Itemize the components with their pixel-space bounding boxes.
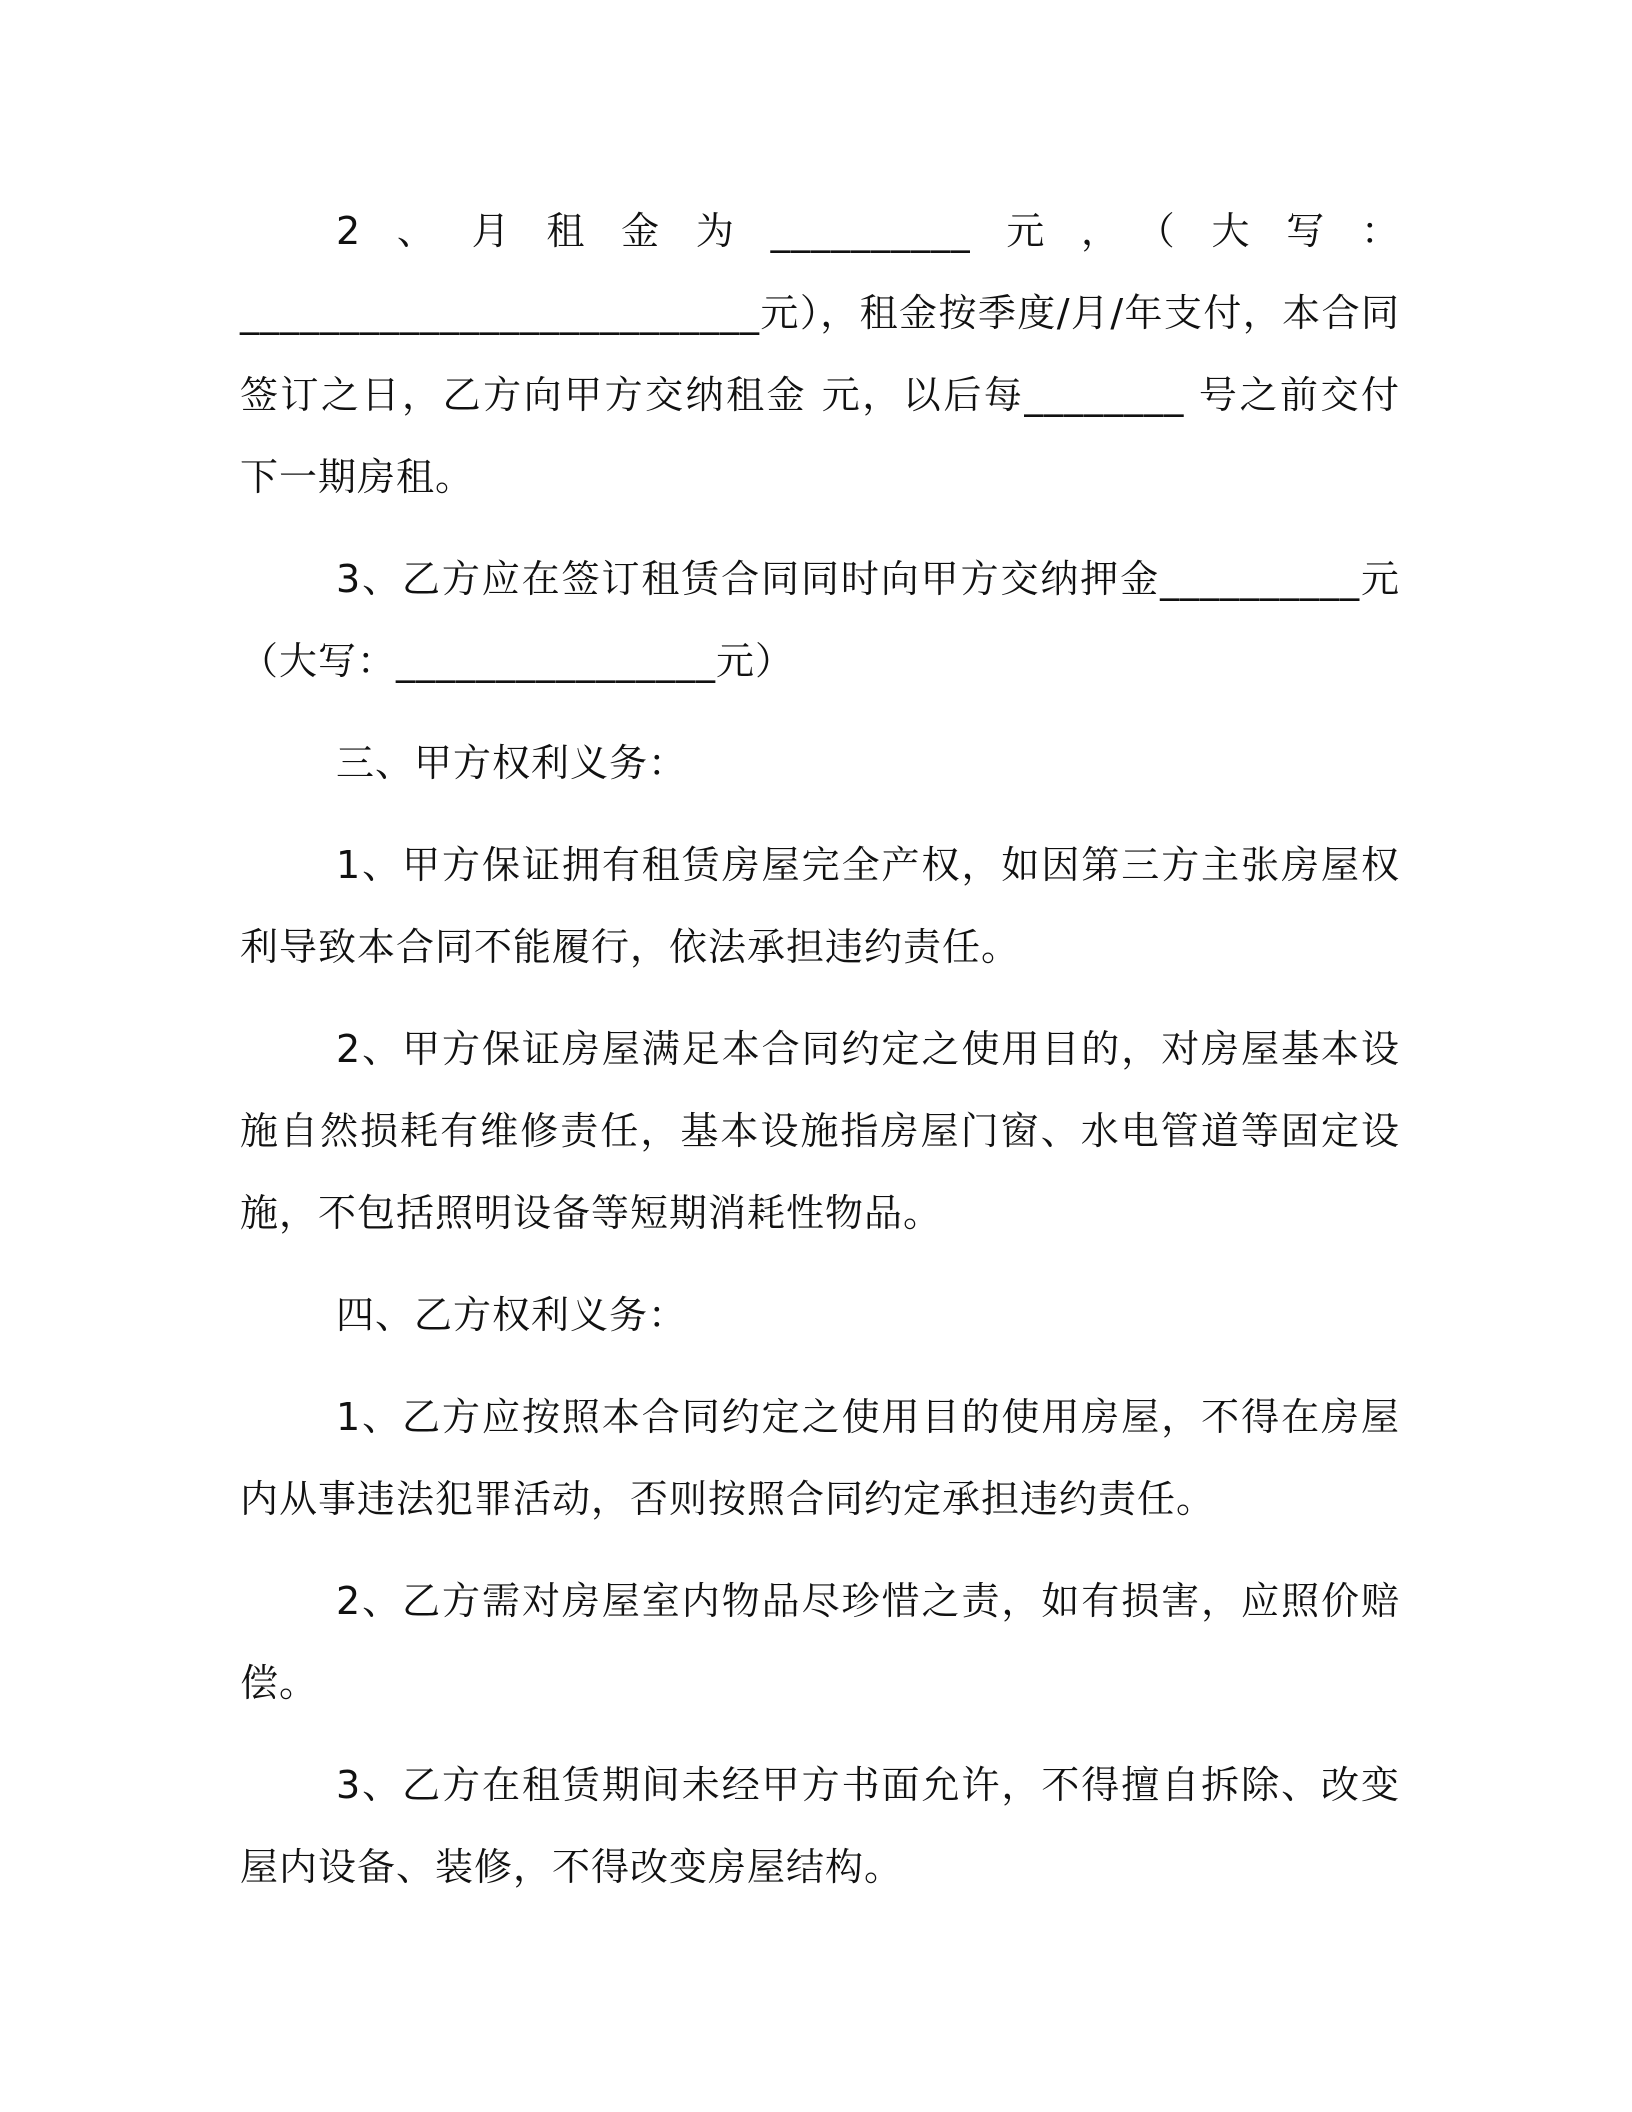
paragraph-party-a-ownership: 1、甲方保证拥有租赁房屋完全产权，如因第三方主张房屋权利导致本合同不能履行，依法承担违约责任。 [240, 843, 1400, 969]
paragraph-party-b-usage: 1、乙方应按照本合同约定之使用目的使用房屋，不得在房屋内从事违法犯罪活动，否则按照合同约定承担违约责任。 [240, 1395, 1400, 1521]
paragraph-party-b-care: 2、乙方需对房屋室内物品尽珍惜之责，如有损害，应照价赔偿。 [240, 1579, 1400, 1705]
section-heading-party-b-rights: 四、乙方权利义务： [336, 1293, 688, 1337]
section-heading-party-a-rights: 三、甲方权利义务： [336, 741, 688, 785]
paragraph-party-b-alterations: 3、乙方在租赁期间未经甲方书面允许，不得擅自拆除、改变屋内设备、装修，不得改变房屋结构。 [240, 1763, 1400, 1889]
document-body [240, 190, 1400, 1928]
paragraph-deposit: 3、乙方应在签订租赁合同同时向甲方交纳押金__________元（大写：________________元） [240, 557, 1400, 683]
paragraph-party-a-maintenance: 2、甲方保证房屋满足本合同约定之使用目的，对房屋基本设施自然损耗有维修责任，基本设施指房屋门窗、水电管道等固定设施，不包括照明设备等短期消耗性物品。 [240, 1027, 1400, 1235]
paragraph-monthly-rent: 2、月租金为__________元，（大写：__________________________元），租金按季度/月/年支付，本合同签订之日，乙方向甲方交纳租金 元，以后每________ 号之前交付下一期房租。 [240, 209, 1400, 499]
